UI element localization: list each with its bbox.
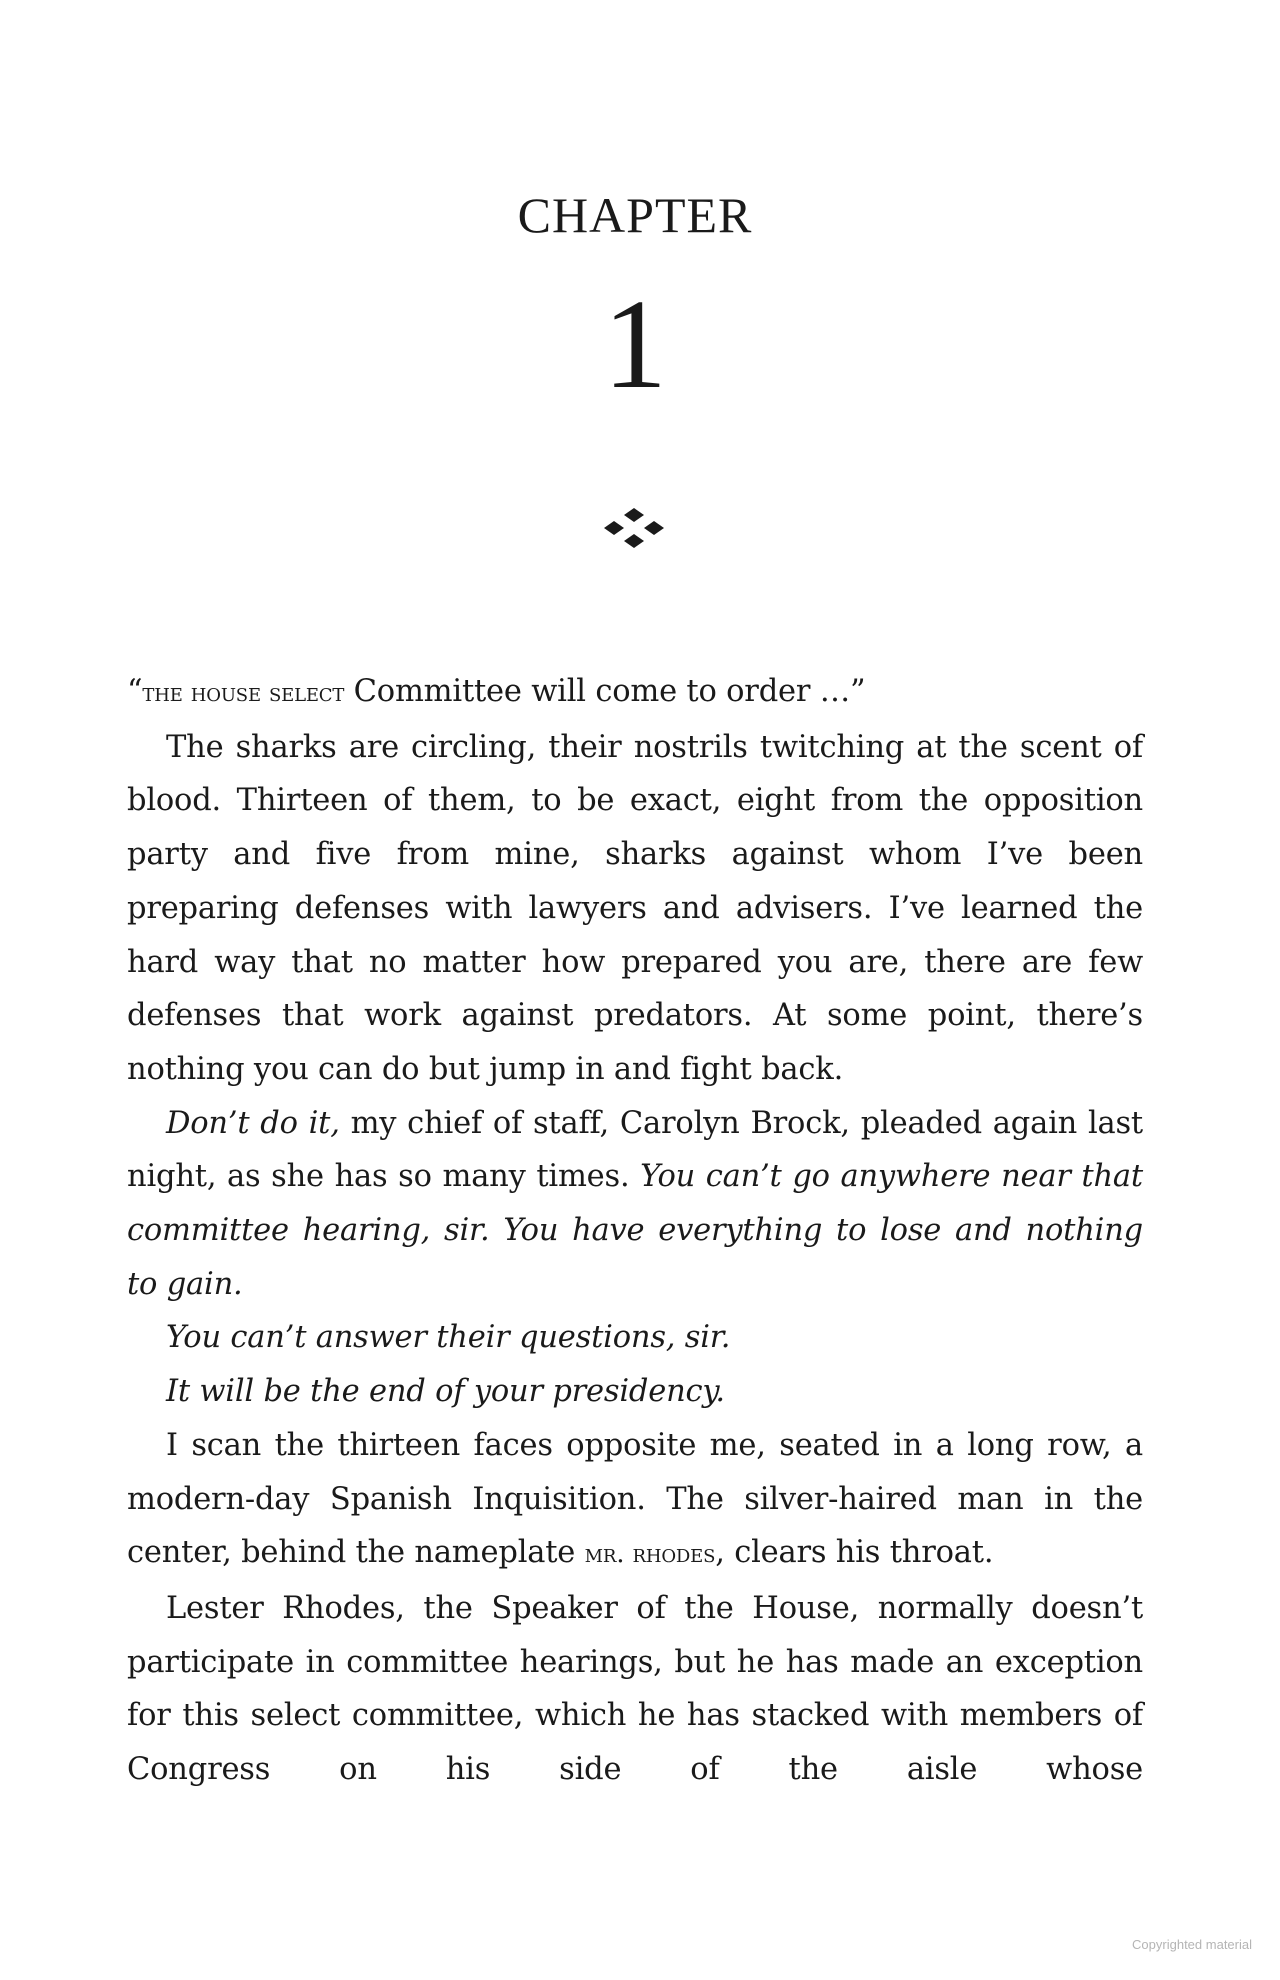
paragraph-6-text-end: , clears his throat. bbox=[715, 1535, 994, 1571]
paragraph-6-text: I scan the thirteen faces opposite me, seated in a long row, a modern-day Spanish Inquisition. The silver-haired man in the center, behind the nameplate bbox=[127, 1427, 1143, 1571]
chapter-label: CHAPTER bbox=[517, 187, 753, 243]
paragraph-1-text: Committee will come to order …” bbox=[344, 674, 866, 709]
paragraph-3 bbox=[127, 1097, 1143, 1312]
paragraph-2: The sharks are circling, their nostrils twitching at the scent of blood. Thirteen of them, to be exact, eight from the opposition party and five from mine, sharks against whom I’ve been preparing defenses with lawyers and advisers. I’ve learned the hard way that no matter how prepared you are, there are few defenses that work against predators. At some point, there’s nothing you can do but jump in and fight back. bbox=[127, 729, 1143, 1087]
copyright-notice: Copyrighted material bbox=[1132, 1937, 1252, 1952]
paragraph-4: You can’t answer their questions, sir. bbox=[166, 1320, 731, 1356]
italic-text: Don’t do it, bbox=[166, 1105, 340, 1141]
paragraph-1 bbox=[127, 665, 1143, 721]
paragraph-6 bbox=[127, 1419, 1143, 1582]
italic-text: You can’t go anywhere near that committee hearing, sir. You have everything to lose and nothing to gain. bbox=[127, 1159, 1143, 1302]
paragraph-5: It will be the end of your presidency. bbox=[166, 1374, 725, 1410]
paragraph-3-text: my chief of staff, Carolyn Brock, pleaded again last night, as she has so many times. bbox=[127, 1105, 1143, 1195]
nameplate-smallcaps: mr. rhodes bbox=[584, 1539, 716, 1570]
paragraph-7: Lester Rhodes, the Speaker of the House, normally doesn’t participate in committee hearings, but he has made an exception for this select committee, which he has stacked with members of Congress on his side of the aisle whose bbox=[127, 1590, 1143, 1788]
four-diamond-ornament-icon bbox=[602, 508, 666, 548]
smallcaps-lead: the house select bbox=[142, 678, 345, 708]
chapter-number: 1 bbox=[603, 273, 667, 415]
open-quote: “ bbox=[127, 674, 143, 709]
chapter-body bbox=[127, 665, 1143, 1797]
